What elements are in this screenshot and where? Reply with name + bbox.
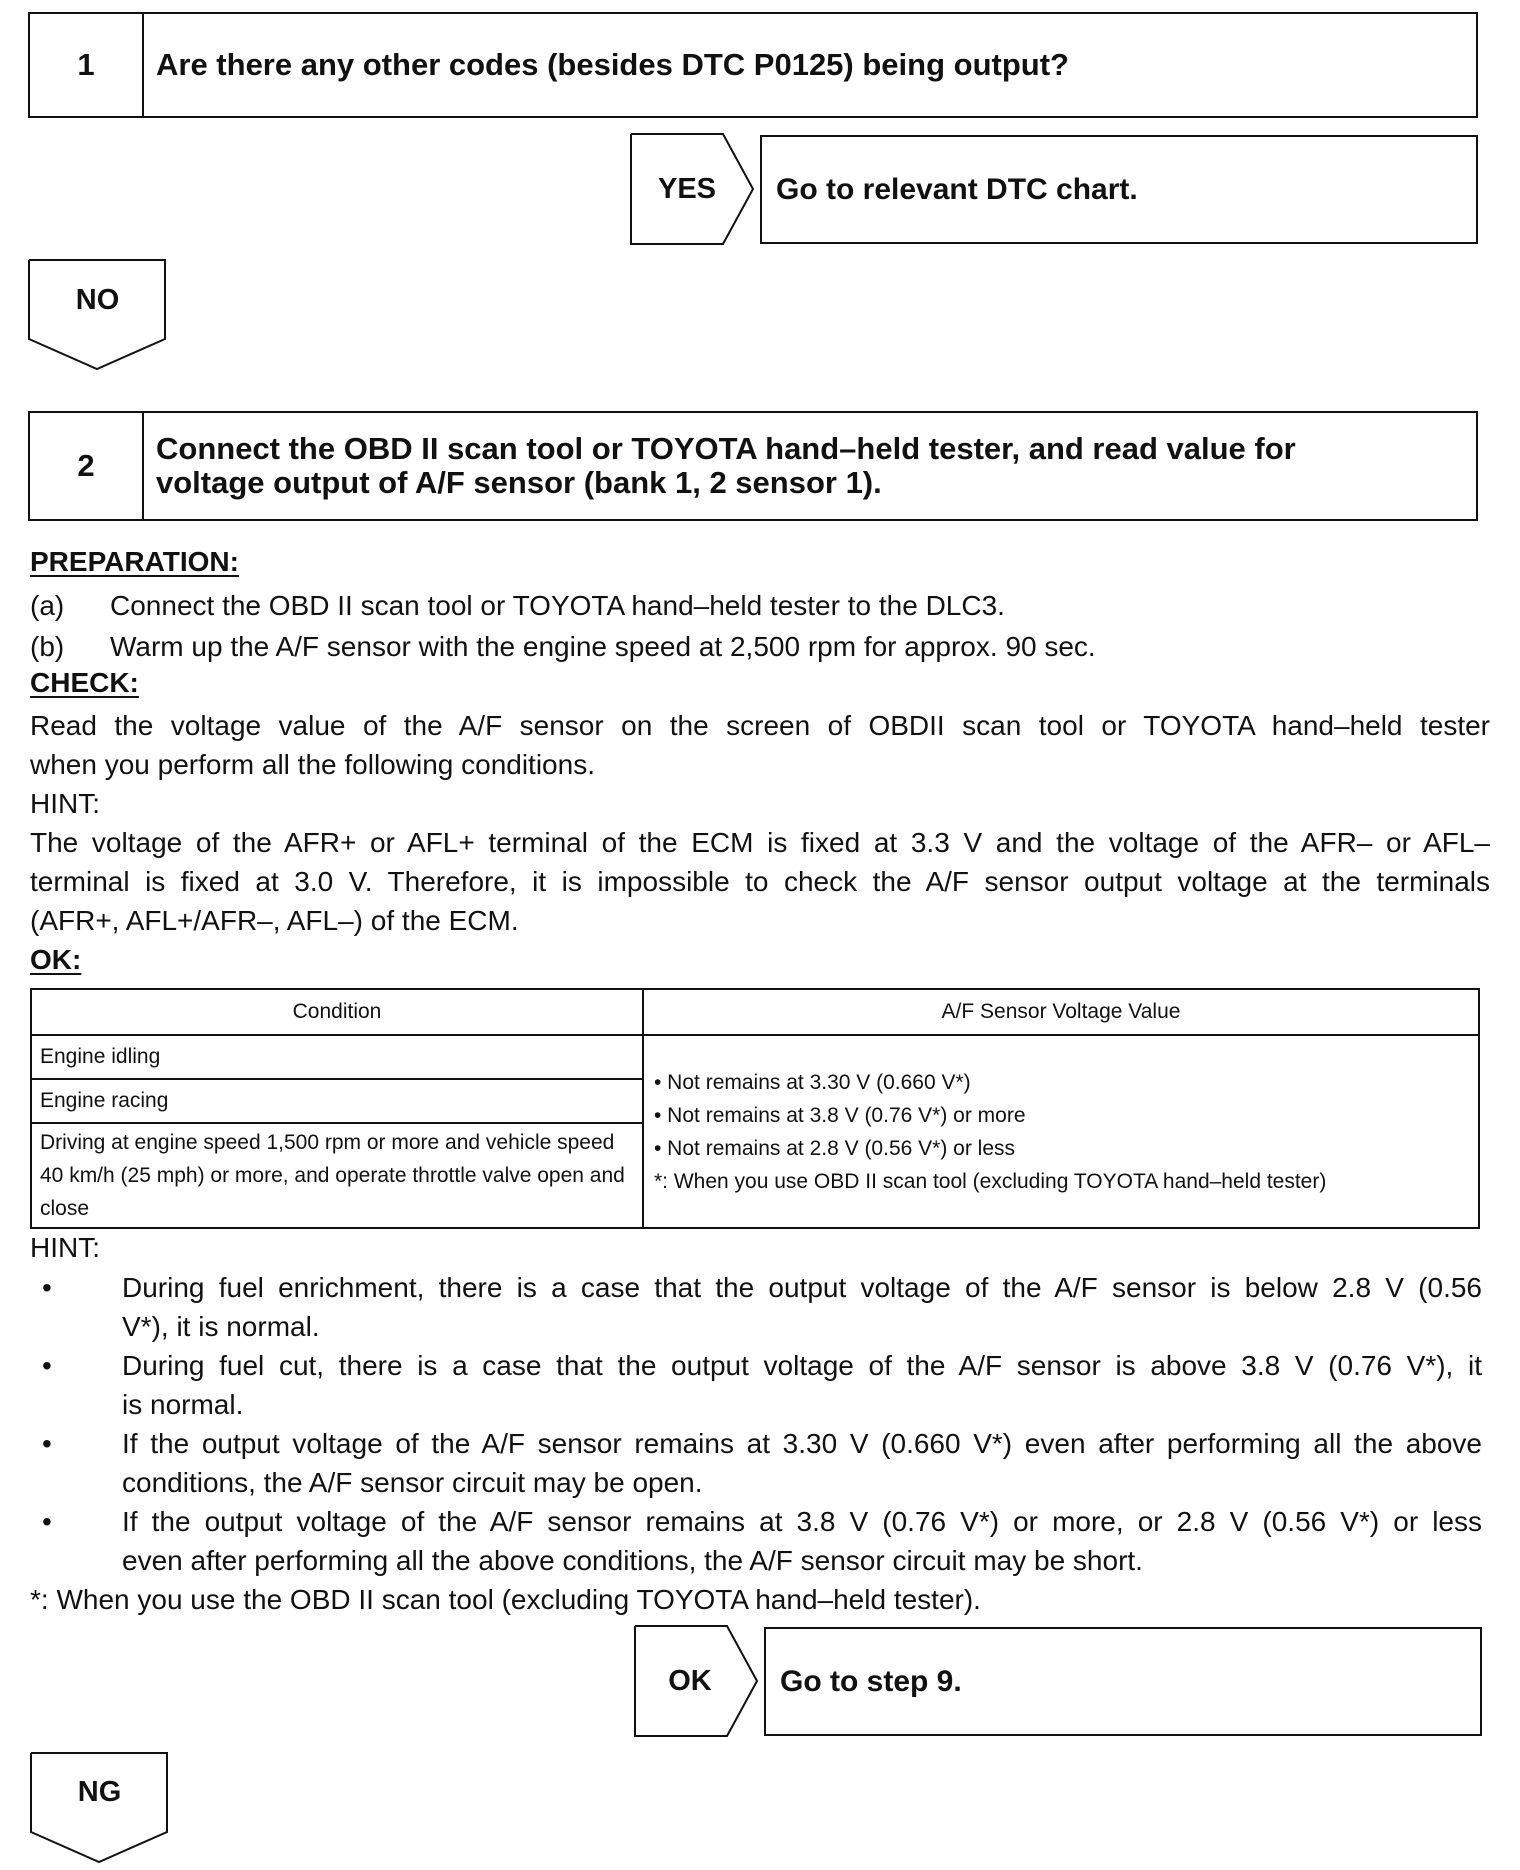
hint-label: HINT: bbox=[30, 788, 100, 819]
hint-line: terminal is fixed at 3.0 V. Therefore, it is impossible to check the A/F sensor output voltage at the terminals bbox=[30, 866, 1490, 897]
yes-label: YES bbox=[657, 172, 717, 205]
hint-line: (AFR+, AFL+/AFR–, AFL–) of the ECM. bbox=[30, 905, 519, 936]
check-text bbox=[30, 706, 1490, 940]
bullet-text bbox=[122, 1502, 1482, 1580]
step-number: 1 bbox=[30, 14, 144, 116]
bullet-line: If the output voltage of the A/F sensor remains at 3.8 V (0.76 V*) or more, or 2.8 V (0.56 V*) or less bbox=[122, 1506, 1482, 1537]
bullet-line: During fuel cut, there is a case that the output voltage of the A/F sensor is above 3.8 V (0.76 V*), it bbox=[122, 1350, 1482, 1381]
ok-label: OK bbox=[668, 1664, 712, 1697]
item-text: Warm up the A/F sensor with the engine speed at 2,500 rpm for approx. 90 sec. bbox=[110, 631, 1096, 662]
item-text: Connect the OBD II scan tool or TOYOTA hand–held tester to the DLC3. bbox=[110, 590, 1005, 621]
step-2-box bbox=[28, 411, 1478, 521]
item-marker: (b) bbox=[30, 631, 65, 662]
bullet-text bbox=[122, 1268, 1482, 1346]
check-line: Read the voltage value of the A/F sensor on the screen of OBDII scan tool or TOYOTA hand–held tester bbox=[30, 710, 1490, 741]
bullet-line: even after performing all the above conditions, the A/F sensor circuit may be short. bbox=[122, 1545, 1143, 1576]
bullet-text bbox=[122, 1346, 1482, 1424]
bullet-dot-icon: • bbox=[42, 1350, 52, 1381]
step-question: Are there any other codes (besides DTC P0125) being output? bbox=[156, 47, 1069, 82]
hint-bullet bbox=[30, 1502, 1482, 1580]
preparation-heading: PREPARATION: bbox=[30, 546, 239, 577]
condition-cell: Engine racing bbox=[31, 1079, 643, 1123]
check-line: when you perform all the following conditions. bbox=[30, 749, 595, 780]
bullet-dot-icon: • bbox=[42, 1428, 52, 1459]
ng-label: NG bbox=[77, 1775, 122, 1808]
question-line: voltage output of A/F sensor (bank 1, 2 sensor 1). bbox=[156, 465, 882, 500]
bullet-line: conditions, the A/F sensor circuit may be open. bbox=[122, 1467, 703, 1498]
voltage-value-line: • Not remains at 3.30 V (0.660 V*) bbox=[654, 1070, 971, 1094]
condition-cell: Engine idling bbox=[31, 1035, 643, 1079]
hint-bullet bbox=[30, 1268, 1482, 1346]
bullet-line: During fuel enrichment, there is a case that the output voltage of the A/F sensor is below 2.8 V (0.56 bbox=[122, 1272, 1482, 1303]
ok-condition-table bbox=[30, 988, 1480, 1229]
bullet-line: V*), it is normal. bbox=[122, 1311, 320, 1342]
ok-heading: OK: bbox=[30, 944, 82, 975]
hint-bullet bbox=[30, 1424, 1482, 1502]
table-header-condition: Condition bbox=[31, 989, 643, 1035]
bullet-dot-icon: • bbox=[42, 1272, 52, 1303]
yes-result-box: Go to relevant DTC chart. bbox=[760, 135, 1478, 244]
check-heading: CHECK: bbox=[30, 667, 139, 698]
table-header-row bbox=[31, 989, 1479, 1035]
bullet-line: If the output voltage of the A/F sensor remains at 3.30 V (0.660 V*) even after performing all the above bbox=[122, 1428, 1482, 1459]
table-row bbox=[31, 1035, 1479, 1079]
bullet-dot-icon: • bbox=[42, 1506, 52, 1537]
preparation-item bbox=[30, 627, 1490, 666]
bullet-line: is normal. bbox=[122, 1389, 244, 1420]
condition-cell: Driving at engine speed 1,500 rpm or more and vehicle speed 40 km/h (25 mph) or more, and operate throttle valve open and close bbox=[31, 1123, 643, 1228]
hint-line: The voltage of the AFR+ or AFL+ terminal of the ECM is fixed at 3.3 V and the voltage of the AFR– or AFL– bbox=[30, 827, 1490, 858]
hint-bullet-list bbox=[30, 1268, 1482, 1619]
question-line: Connect the OBD II scan tool or TOYOTA hand–held tester, and read value for bbox=[156, 431, 1296, 466]
no-label: NO bbox=[75, 283, 120, 316]
voltage-value-line: • Not remains at 2.8 V (0.56 V*) or less bbox=[654, 1136, 1015, 1160]
step-number: 2 bbox=[30, 413, 144, 519]
item-marker: (a) bbox=[30, 590, 65, 621]
step-question bbox=[144, 413, 1476, 519]
preparation-item bbox=[30, 586, 1490, 625]
table-header-voltage: A/F Sensor Voltage Value bbox=[643, 989, 1479, 1035]
hint-footnote: *: When you use the OBD II scan tool (excluding TOYOTA hand–held tester). bbox=[30, 1584, 981, 1615]
voltage-value-line: • Not remains at 3.8 V (0.76 V*) or more bbox=[654, 1103, 1026, 1127]
voltage-value-cell bbox=[643, 1035, 1479, 1228]
voltage-value-line: *: When you use OBD II scan tool (excluding TOYOTA hand–held tester) bbox=[654, 1169, 1327, 1193]
step-1-box bbox=[28, 12, 1478, 118]
ok-result-box: Go to step 9. bbox=[764, 1627, 1482, 1736]
bullet-text bbox=[122, 1424, 1482, 1502]
hint-label: HINT: bbox=[30, 1232, 100, 1263]
hint-bullet bbox=[30, 1346, 1482, 1424]
